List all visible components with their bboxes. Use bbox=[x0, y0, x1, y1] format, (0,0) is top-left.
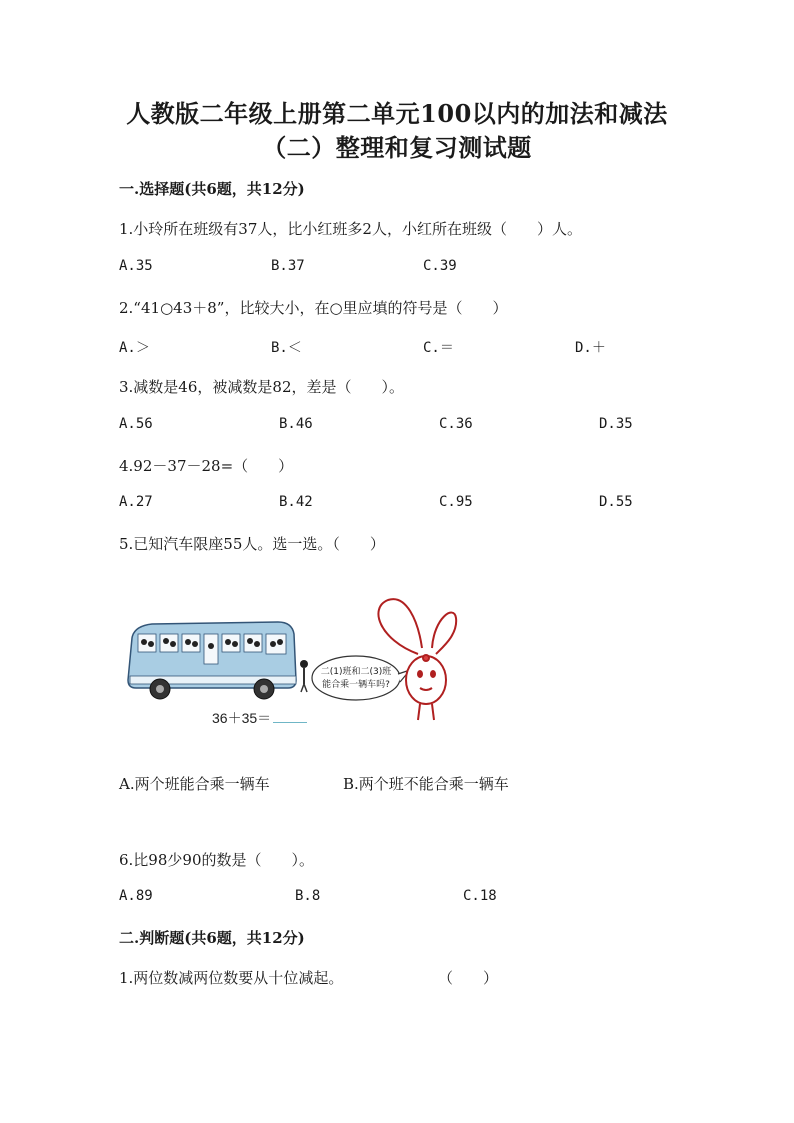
q1-option-a: A.35 bbox=[119, 258, 153, 274]
q3-option-b: B.46 bbox=[279, 416, 313, 432]
answer-blank bbox=[273, 710, 307, 723]
question-2: 2.“41○43＋8”，比较大小，在○里应填的符号是（ ） bbox=[119, 299, 508, 317]
document-title-line2: （二）整理和复习测试题 bbox=[262, 133, 532, 162]
q4-option-a: A.27 bbox=[119, 494, 153, 510]
q4-option-d: D.55 bbox=[599, 494, 633, 510]
q5-option-a: A.两个班能合乘一辆车 bbox=[119, 775, 270, 793]
q1-option-b: B.37 bbox=[271, 258, 305, 274]
question-4: 4.92－37－28=（ ） bbox=[119, 457, 294, 475]
question-3: 3.减数是46，被减数是82，差是（ ）。 bbox=[119, 378, 404, 396]
q3-option-a: A.56 bbox=[119, 416, 153, 432]
q4-option-b: B.42 bbox=[279, 494, 313, 510]
q2-option-d: D.＋ bbox=[575, 340, 606, 356]
q2-option-c: C.＝ bbox=[423, 340, 454, 356]
q3-option-c: C.36 bbox=[439, 416, 473, 432]
q6-option-b: B.8 bbox=[295, 888, 321, 904]
rabbit-icon bbox=[378, 599, 456, 720]
judge-question-1: 1.两位数减两位数要从十位减起。 bbox=[119, 969, 344, 987]
bus-icon bbox=[128, 622, 308, 699]
q2-option-a: A.＞ bbox=[119, 340, 150, 356]
bubble-text-line2: 能合乘一辆车吗? bbox=[322, 680, 390, 690]
bubble-text-line1: 二(1)班和二(3)班 bbox=[320, 667, 392, 677]
q6-option-a: A.89 bbox=[119, 888, 153, 904]
question-6: 6.比98少90的数是（ ）。 bbox=[119, 851, 314, 869]
question-5: 5.已知汽车限座55人。选一选。（ ） bbox=[119, 535, 385, 553]
illustration-equation bbox=[212, 708, 307, 728]
section-heading-choice: 一.选择题(共6题，共12分) bbox=[119, 180, 305, 198]
speech-bubble bbox=[312, 656, 410, 700]
q3-option-d: D.35 bbox=[599, 416, 633, 432]
q1-option-c: C.39 bbox=[423, 258, 457, 274]
judge-question-1-paren: （ ） bbox=[438, 969, 499, 987]
q6-option-c: C.18 bbox=[463, 888, 497, 904]
question-1: 1.小玲所在班级有37人，比小红班多2人，小红所在班级（ ）人。 bbox=[119, 220, 582, 238]
q4-option-c: C.95 bbox=[439, 494, 473, 510]
q2-option-b: B.＜ bbox=[271, 340, 302, 356]
q5-option-b: B.两个班不能合乘一辆车 bbox=[343, 775, 509, 793]
equation-text: 36＋35＝ bbox=[212, 710, 272, 726]
section-heading-judge: 二.判断题(共6题，共12分) bbox=[119, 929, 305, 947]
document-title-line1: 人教版二年级上册第二单元100以内的加法和减法 bbox=[126, 99, 668, 128]
